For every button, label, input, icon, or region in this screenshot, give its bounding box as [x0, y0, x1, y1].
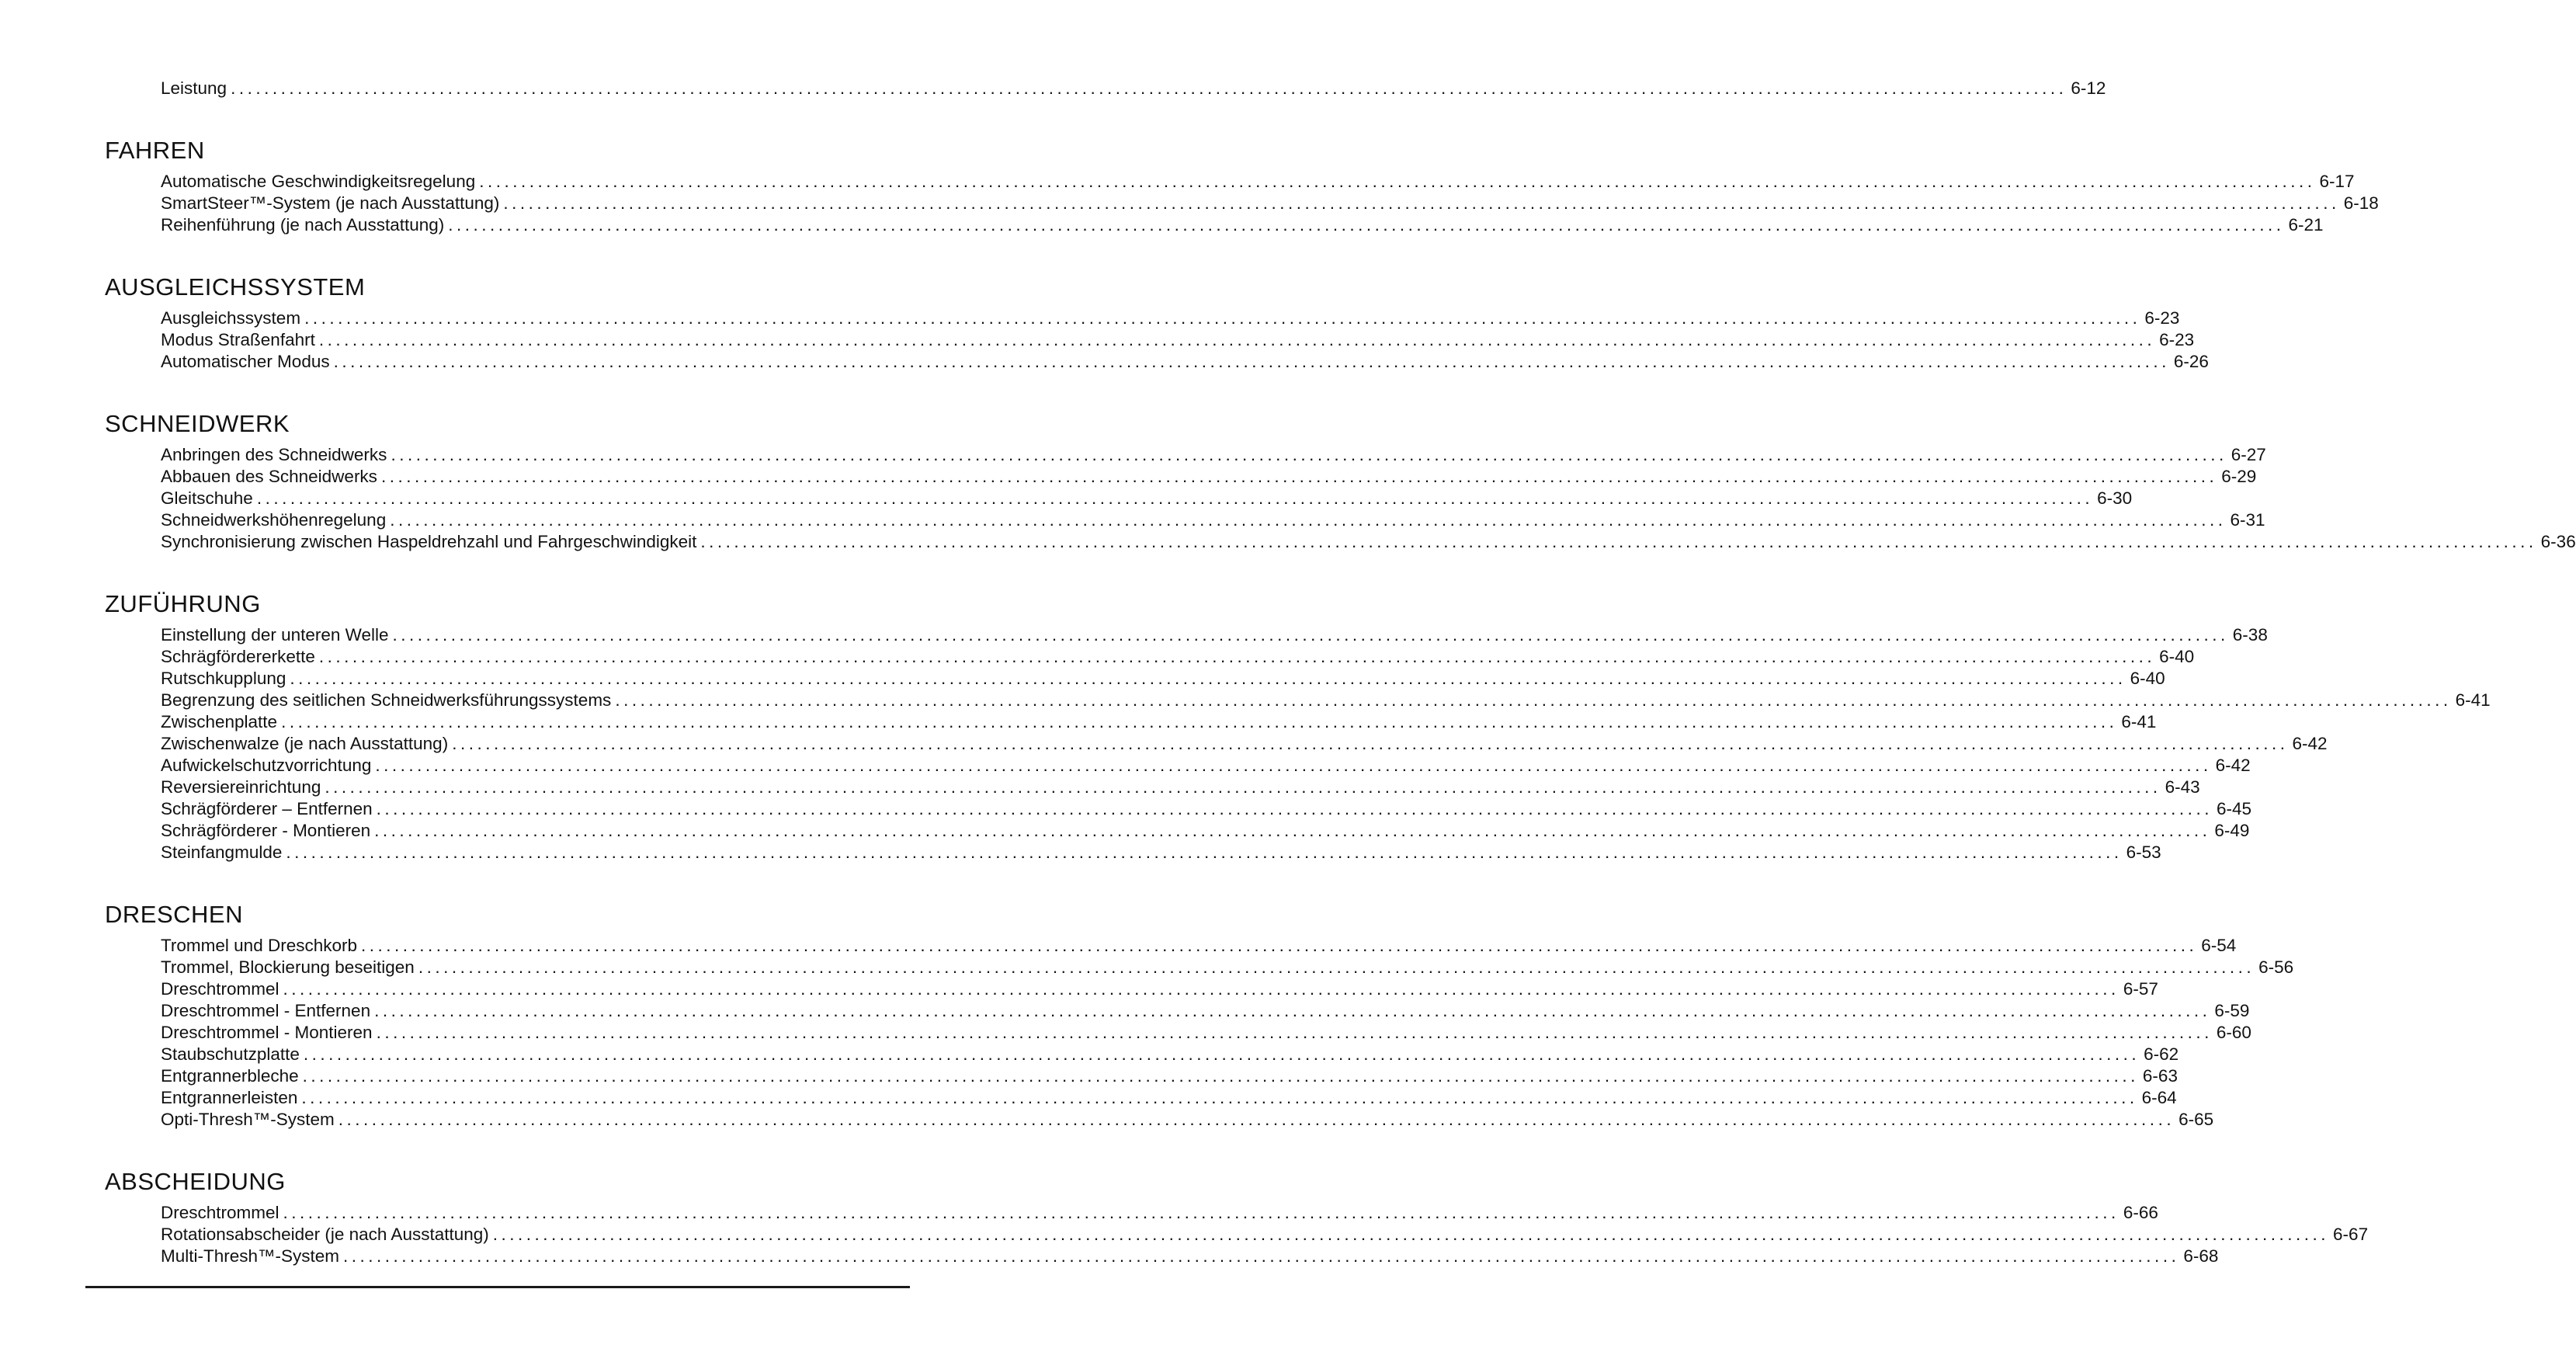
toc-entry-label: Dreschtrommel	[161, 1203, 279, 1222]
toc-entry-page: 6-53	[2126, 843, 2161, 862]
toc-entry-row	[161, 668, 2165, 690]
toc-entry-row	[161, 509, 2265, 531]
toc-entry-row	[161, 78, 2106, 99]
toc-entry-page: 6-26	[2173, 352, 2209, 371]
toc-entry-label: Zwischenplatte	[161, 712, 278, 731]
toc-entry-page: 6-18	[2343, 193, 2379, 213]
section-title: DRESCHEN	[105, 901, 243, 928]
toc-entry-page: 6-43	[2165, 777, 2200, 797]
toc-entry-page: 6-27	[2231, 445, 2266, 464]
toc-entry-row	[161, 307, 2180, 329]
toc-entry-row	[161, 935, 2237, 957]
toc-entry-label: Gleitschuhe	[161, 488, 253, 508]
toc-entry-label: Staubschutzplatte	[161, 1044, 300, 1064]
toc-entry-row	[161, 171, 2355, 193]
toc-entry-label: Aufwickelschutzvorrichtung	[161, 756, 372, 775]
dot-leader: ............................................................................................................................................................................................................................	[375, 756, 2212, 775]
dot-leader: ............................................................................................................................................................................................................................	[503, 193, 2340, 213]
dot-leader: ............................................................................................................................................................................................................................	[343, 1246, 2180, 1266]
toc-entry-page: 6-62	[2144, 1044, 2179, 1064]
toc-section	[0, 135, 2379, 236]
toc-entry-row	[161, 1022, 2251, 1044]
toc-entry-row	[161, 466, 2257, 488]
toc-entry-label: Leistung	[161, 78, 227, 98]
dot-leader: ............................................................................................................................................................................................................................	[615, 690, 2452, 710]
toc-entry-page: 6-49	[2214, 821, 2250, 840]
toc-entry-page: 6-64	[2141, 1088, 2177, 1107]
dot-leader: ............................................................................................................................................................................................................................	[318, 647, 2156, 666]
dot-leader: ............................................................................................................................................................................................................................	[390, 510, 2227, 530]
section-title: ABSCHEIDUNG	[105, 1168, 286, 1195]
toc-entry-page: 6-12	[2071, 78, 2106, 98]
toc-entry-label: Trommel und Dreschkorb	[161, 936, 357, 955]
footer-rule	[85, 1286, 910, 1288]
toc-entry-page: 6-66	[2123, 1203, 2158, 1222]
toc-entry-label: Synchronisierung zwischen Haspeldrehzahl und Fahrgeschwindigkeit	[161, 532, 697, 551]
toc-entry-page: 6-42	[2215, 756, 2251, 775]
dot-leader: ............................................................................................................................................................................................................................	[391, 445, 2227, 464]
toc-section	[0, 408, 2576, 553]
section-title: FAHREN	[105, 137, 205, 164]
toc-entry-page: 6-36	[2540, 532, 2576, 551]
dot-leader: ............................................................................................................................................................................................................................	[231, 78, 2067, 98]
toc-entry-label: Automatische Geschwindigkeitsregelung	[161, 172, 476, 191]
toc-entry-label: Begrenzung des seitlichen Schneidwerksführungssystems	[161, 690, 612, 710]
toc-section	[0, 899, 2294, 1131]
dot-leader: ............................................................................................................................................................................................................................	[256, 488, 2094, 508]
section-title: SCHNEIDWERK	[105, 410, 290, 437]
section-title: AUSGLEICHSSYSTEM	[105, 273, 366, 301]
toc-entry-label: SmartSteer™-System (je nach Ausstattung)	[161, 193, 500, 213]
dot-leader: ............................................................................................................................................................................................................................	[376, 1023, 2213, 1042]
toc-entry-row	[161, 842, 2161, 863]
toc-entry-page: 6-17	[2319, 172, 2355, 191]
toc-entry-label: Schrägförderer - Montieren	[161, 821, 371, 840]
toc-entry-label: Trommel, Blockierung beseitigen	[161, 957, 415, 977]
toc-entry-page: 6-40	[2130, 669, 2165, 688]
dot-leader: ............................................................................................................................................................................................................................	[283, 979, 2119, 999]
toc-entry-label: Rutschkupplung	[161, 669, 286, 688]
toc-entry-page: 6-42	[2292, 734, 2328, 753]
toc-entry-label: Reihenführung (je nach Ausstattung)	[161, 215, 445, 235]
dot-leader: ............................................................................................................................................................................................................................	[448, 215, 2285, 235]
toc-entry-row	[161, 624, 2268, 646]
toc-entry-label: Reversiereinrichtung	[161, 777, 321, 797]
toc-entry-label: Dreschtrommel - Entfernen	[161, 1001, 371, 1020]
toc-entry-label: Automatischer Modus	[161, 352, 330, 371]
toc-entry-row	[161, 711, 2157, 733]
toc-entry-page: 6-31	[2230, 510, 2265, 530]
toc-entry-page: 6-59	[2214, 1001, 2250, 1020]
toc-entry-page: 6-38	[2232, 625, 2268, 645]
toc-entry-label: Schrägförderer – Entfernen	[161, 799, 373, 818]
dot-leader: ............................................................................................................................................................................................................................	[325, 777, 2161, 797]
toc-entry-row	[161, 777, 2200, 798]
toc-entry-row	[161, 755, 2251, 777]
toc-entry-row	[161, 1202, 2158, 1224]
toc-entry-row	[161, 444, 2266, 466]
toc-entry-page: 6-67	[2333, 1225, 2369, 1244]
toc-entry-row	[161, 1000, 2250, 1022]
toc-entry-label: Modus Straßenfahrt	[161, 330, 315, 349]
toc-entry-page: 6-65	[2178, 1110, 2214, 1129]
dot-leader: ............................................................................................................................................................................................................................	[304, 308, 2141, 328]
dot-leader: ............................................................................................................................................................................................................................	[492, 1225, 2330, 1244]
dot-leader: ............................................................................................................................................................................................................................	[286, 843, 2123, 862]
toc-section	[0, 272, 2209, 373]
dot-leader: ............................................................................................................................................................................................................................	[361, 936, 2198, 955]
toc-entry-row	[161, 351, 2209, 373]
toc-section	[0, 589, 2491, 863]
toc-entry-page: 6-68	[2183, 1246, 2219, 1266]
dot-leader: ............................................................................................................................................................................................................................	[290, 669, 2126, 688]
toc-entry-row	[161, 978, 2158, 1000]
toc-entry-label: Opti-Thresh™-System	[161, 1110, 335, 1129]
toc-entry-label: Rotationsabscheider (je nach Ausstattung)	[161, 1225, 489, 1244]
toc-entry-row	[161, 488, 2133, 509]
dot-leader: ............................................................................................................................................................................................................................	[338, 1110, 2175, 1129]
dot-leader: ............................................................................................................................................................................................................................	[301, 1088, 2138, 1107]
dot-leader: ............................................................................................................................................................................................................................	[452, 734, 2289, 753]
toc-entry-page: 6-23	[2144, 308, 2180, 328]
dot-leader: ............................................................................................................................................................................................................................	[318, 330, 2156, 349]
toc-entry-page: 6-41	[2455, 690, 2491, 710]
toc-entry-label: Anbringen des Schneidwerks	[161, 445, 387, 464]
toc-entry-row	[161, 214, 2324, 236]
dot-leader: ............................................................................................................................................................................................................................	[392, 625, 2229, 645]
toc-entry-row	[161, 329, 2195, 351]
toc-entry-label: Entgrannerleisten	[161, 1088, 298, 1107]
toc-entry-label: Steinfangmulde	[161, 843, 283, 862]
toc-section	[0, 78, 2106, 99]
section-title: ZUFÜHRUNG	[105, 590, 261, 617]
toc-entry-row	[161, 531, 2576, 553]
toc-entry-row	[161, 1224, 2369, 1246]
dot-leader: ............................................................................................................................................................................................................................	[418, 957, 2255, 977]
toc-entry-row	[161, 646, 2195, 668]
dot-leader: ............................................................................................................................................................................................................................	[374, 821, 2211, 840]
toc-entry-row	[161, 1044, 2179, 1065]
dot-leader: ............................................................................................................................................................................................................................	[479, 172, 2316, 191]
toc-entry-page: 6-40	[2159, 647, 2195, 666]
toc-entry-label: Abbauen des Schneidwerks	[161, 467, 377, 486]
toc-entry-row	[161, 820, 2250, 842]
toc-entry-page: 6-29	[2221, 467, 2257, 486]
toc-entry-label: Zwischenwalze (je nach Ausstattung)	[161, 734, 449, 753]
toc-entry-row	[161, 733, 2328, 755]
toc-entry-row	[161, 1109, 2214, 1131]
toc-entry-page: 6-23	[2159, 330, 2195, 349]
toc-entry-label: Schrägfördererkette	[161, 647, 315, 666]
dot-leader: ............................................................................................................................................................................................................................	[303, 1044, 2140, 1064]
toc-entry-page: 6-60	[2216, 1023, 2251, 1042]
toc-entry-row	[161, 193, 2379, 214]
dot-leader: ............................................................................................................................................................................................................................	[374, 1001, 2211, 1020]
toc-entry-row	[161, 1087, 2177, 1109]
toc-entry-page: 6-56	[2258, 957, 2294, 977]
toc-entry-label: Dreschtrommel - Montieren	[161, 1023, 373, 1042]
toc-entry-page: 6-57	[2123, 979, 2158, 999]
toc-entry-page: 6-21	[2288, 215, 2324, 235]
toc-entry-row	[161, 690, 2491, 711]
toc-entry-row	[161, 798, 2251, 820]
toc-section	[0, 1166, 2369, 1267]
dot-leader: ............................................................................................................................................................................................................................	[700, 532, 2537, 551]
toc-entry-row	[161, 1065, 2178, 1087]
dot-leader: ............................................................................................................................................................................................................................	[283, 1203, 2119, 1222]
dot-leader: ............................................................................................................................................................................................................................	[333, 352, 2170, 371]
dot-leader: ............................................................................................................................................................................................................................	[376, 799, 2213, 818]
toc-entry-label: Dreschtrommel	[161, 979, 279, 999]
toc-entry-label: Einstellung der unteren Welle	[161, 625, 389, 645]
dot-leader: ............................................................................................................................................................................................................................	[281, 712, 2118, 731]
toc-entry-label: Ausgleichssystem	[161, 308, 301, 328]
toc-entry-page: 6-63	[2142, 1066, 2178, 1086]
toc-entry-row	[161, 957, 2294, 978]
toc-entry-label: Schneidwerkshöhenregelung	[161, 510, 387, 530]
toc-entry-row	[161, 1246, 2219, 1267]
dot-leader: ............................................................................................................................................................................................................................	[380, 467, 2218, 486]
toc-entry-page: 6-54	[2201, 936, 2237, 955]
dot-leader: ............................................................................................................................................................................................................................	[302, 1066, 2139, 1086]
toc-entry-page: 6-30	[2097, 488, 2133, 508]
toc-entry-page: 6-41	[2121, 712, 2157, 731]
toc-entry-label: Multi-Thresh™-System	[161, 1246, 340, 1266]
toc-entry-page: 6-45	[2216, 799, 2251, 818]
toc-entry-label: Entgrannerbleche	[161, 1066, 299, 1086]
